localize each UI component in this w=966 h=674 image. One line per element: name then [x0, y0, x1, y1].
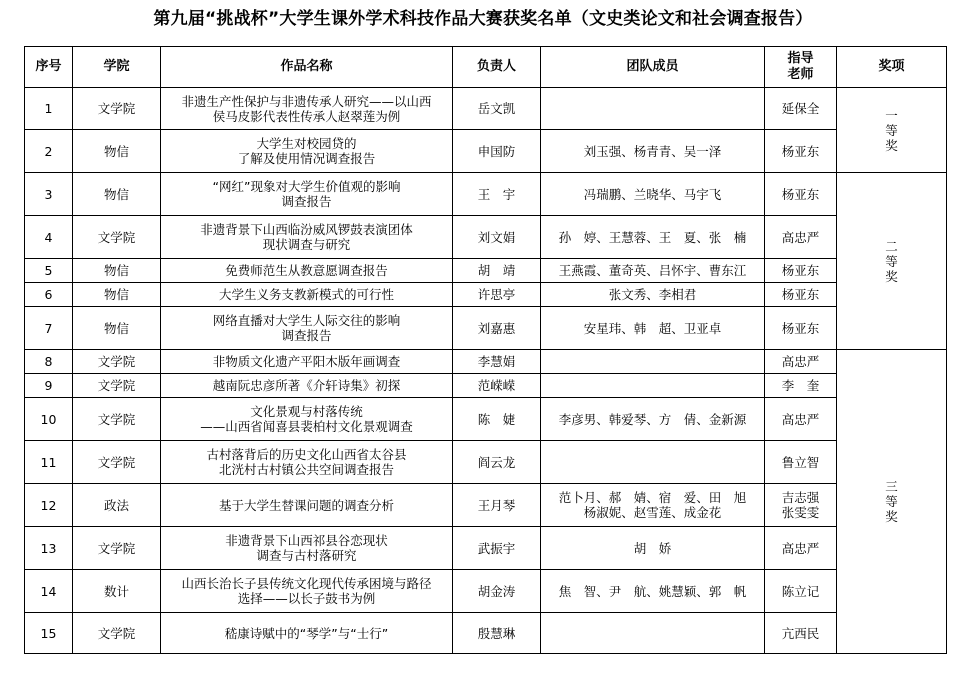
table-row	[25, 307, 947, 350]
cell-no: 15	[25, 613, 73, 654]
cell-advisor: 杨亚东	[765, 259, 837, 283]
table-row	[25, 173, 947, 216]
cell-college: 文学院	[73, 398, 161, 441]
cell-college: 文学院	[73, 216, 161, 259]
cell-leader: 陈 婕	[453, 398, 541, 441]
cell-advisor: 杨亚东	[765, 173, 837, 216]
cell-team: 安星玮、韩 超、卫亚卓	[541, 307, 765, 350]
cell-team	[541, 374, 765, 398]
cell-no: 6	[25, 283, 73, 307]
table-row	[25, 613, 947, 654]
cell-team	[541, 441, 765, 484]
table-row	[25, 441, 947, 484]
cell-advisor: 吉志强 张雯雯	[765, 484, 837, 527]
cell-work: 越南阮忠彦所著《介轩诗集》初探	[161, 374, 453, 398]
cell-team: 胡 娇	[541, 527, 765, 570]
cell-advisor: 高忠严	[765, 398, 837, 441]
cell-team: 范卜月、郝 婧、宿 爱、田 旭 杨淑妮、赵雪莲、成金花	[541, 484, 765, 527]
cell-college: 文学院	[73, 88, 161, 130]
cell-team	[541, 350, 765, 374]
cell-team	[541, 613, 765, 654]
cell-no: 8	[25, 350, 73, 374]
cell-team	[541, 88, 765, 130]
cell-no: 12	[25, 484, 73, 527]
cell-college: 物信	[73, 130, 161, 173]
cell-advisor: 李 奎	[765, 374, 837, 398]
cell-work: 网络直播对大学生人际交往的影响 调查报告	[161, 307, 453, 350]
cell-leader: 阎云龙	[453, 441, 541, 484]
page-title: 第九届“挑战杯”大学生课外学术科技作品大赛获奖名单（文史类论文和社会调查报告）	[153, 9, 813, 29]
cell-leader: 刘文娟	[453, 216, 541, 259]
prize-second: 二 等 奖	[837, 173, 947, 350]
header-no: 序号	[25, 47, 73, 88]
header-college: 学院	[73, 47, 161, 88]
cell-team: 张文秀、李相君	[541, 283, 765, 307]
cell-team: 李彦男、韩爱琴、方 倩、金新源	[541, 398, 765, 441]
cell-college: 文学院	[73, 527, 161, 570]
header-prize: 奖项	[837, 47, 947, 88]
cell-work: 非遗生产性保护与非遗传承人研究——以山西 侯马皮影代表性传承人赵翠莲为例	[161, 88, 453, 130]
table-row	[25, 259, 947, 283]
cell-no: 14	[25, 570, 73, 613]
table-row	[25, 350, 947, 374]
cell-college: 物信	[73, 259, 161, 283]
header-leader: 负责人	[453, 47, 541, 88]
cell-work: 免费师范生从教意愿调查报告	[161, 259, 453, 283]
cell-college: 文学院	[73, 350, 161, 374]
cell-advisor: 陈立记	[765, 570, 837, 613]
cell-no: 7	[25, 307, 73, 350]
table-row	[25, 216, 947, 259]
cell-work: 基于大学生替课问题的调查分析	[161, 484, 453, 527]
cell-advisor: 杨亚东	[765, 283, 837, 307]
cell-advisor: 亢西民	[765, 613, 837, 654]
cell-no: 13	[25, 527, 73, 570]
cell-advisor: 高忠严	[765, 350, 837, 374]
table-row	[25, 130, 947, 173]
header-work: 作品名称	[161, 47, 453, 88]
table-row	[25, 374, 947, 398]
cell-work: 非遗背景下山西临汾威风锣鼓表演团体 现状调查与研究	[161, 216, 453, 259]
header-team: 团队成员	[541, 47, 765, 88]
table-row	[25, 484, 947, 527]
cell-college: 物信	[73, 283, 161, 307]
cell-college: 文学院	[73, 613, 161, 654]
cell-no: 4	[25, 216, 73, 259]
cell-leader: 王 宇	[453, 173, 541, 216]
cell-team: 王燕霞、董奇英、吕怀宇、曹东江	[541, 259, 765, 283]
cell-advisor: 鲁立智	[765, 441, 837, 484]
cell-work: 古村落背后的历史文化山西省太谷县 北洸村古村镇公共空间调查报告	[161, 441, 453, 484]
header-advisor: 指导 老师	[765, 47, 837, 88]
cell-college: 政法	[73, 484, 161, 527]
cell-leader: 许思亭	[453, 283, 541, 307]
cell-team: 孙 婷、王慧蓉、王 夏、张 楠	[541, 216, 765, 259]
cell-work: 文化景观与村落传统 ——山西省闻喜县裴柏村文化景观调查	[161, 398, 453, 441]
cell-leader: 胡 靖	[453, 259, 541, 283]
cell-advisor: 杨亚东	[765, 307, 837, 350]
cell-leader: 胡金涛	[453, 570, 541, 613]
cell-college: 物信	[73, 307, 161, 350]
cell-no: 3	[25, 173, 73, 216]
cell-leader: 殷慧琳	[453, 613, 541, 654]
cell-college: 数计	[73, 570, 161, 613]
cell-leader: 王月琴	[453, 484, 541, 527]
cell-work: “网红”现象对大学生价值观的影响 调查报告	[161, 173, 453, 216]
cell-no: 9	[25, 374, 73, 398]
cell-work: 非遗背景下山西祁县谷恋现状 调查与古村落研究	[161, 527, 453, 570]
cell-no: 1	[25, 88, 73, 130]
cell-work: 非物质文化遗产平阳木版年画调查	[161, 350, 453, 374]
cell-team: 焦 智、尹 航、姚慧颖、郭 帆	[541, 570, 765, 613]
cell-leader: 刘嘉惠	[453, 307, 541, 350]
cell-no: 2	[25, 130, 73, 173]
cell-leader: 武振宇	[453, 527, 541, 570]
prize-first: 一 等 奖	[837, 88, 947, 173]
cell-work: 大学生对校园贷的 了解及使用情况调查报告	[161, 130, 453, 173]
cell-college: 文学院	[73, 441, 161, 484]
cell-advisor: 延保全	[765, 88, 837, 130]
cell-team: 刘玉强、杨青青、吴一泽	[541, 130, 765, 173]
cell-leader: 岳文凯	[453, 88, 541, 130]
cell-work: 嵇康诗赋中的“琴学”与“士行”	[161, 613, 453, 654]
table-row	[25, 570, 947, 613]
table-row	[25, 527, 947, 570]
cell-leader: 申国防	[453, 130, 541, 173]
cell-leader: 李慧娟	[453, 350, 541, 374]
table-row	[25, 88, 947, 130]
cell-advisor: 杨亚东	[765, 130, 837, 173]
cell-work: 大学生义务支教新模式的可行性	[161, 283, 453, 307]
cell-advisor: 高忠严	[765, 527, 837, 570]
cell-no: 5	[25, 259, 73, 283]
cell-no: 11	[25, 441, 73, 484]
prize-third: 三 等 奖	[837, 350, 947, 654]
cell-no: 10	[25, 398, 73, 441]
award-table	[24, 46, 947, 654]
table-row	[25, 398, 947, 441]
header-row	[25, 47, 947, 88]
cell-college: 文学院	[73, 374, 161, 398]
table-row	[25, 283, 947, 307]
cell-advisor: 高忠严	[765, 216, 837, 259]
cell-team: 冯瑞鹏、兰晓华、马宇飞	[541, 173, 765, 216]
cell-leader: 范嵘嵘	[453, 374, 541, 398]
cell-college: 物信	[73, 173, 161, 216]
cell-work: 山西长治长子县传统文化现代传承困境与路径 选择——以长子鼓书为例	[161, 570, 453, 613]
